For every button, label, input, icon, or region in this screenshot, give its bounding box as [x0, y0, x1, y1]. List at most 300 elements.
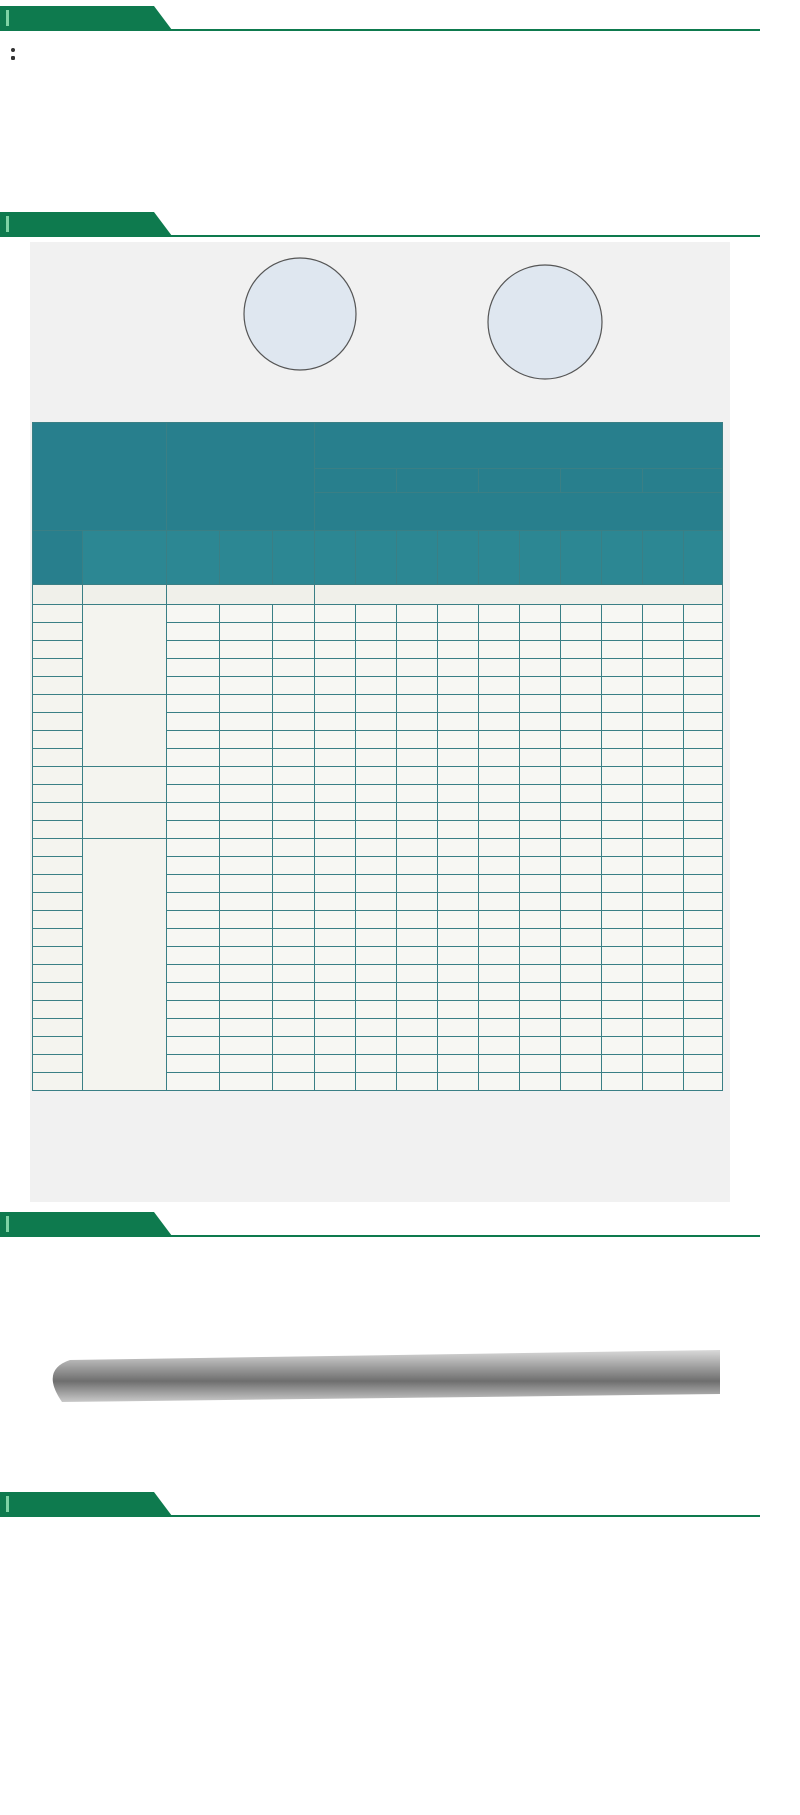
value-cell	[561, 623, 602, 641]
value-cell	[315, 1073, 356, 1091]
value-cell	[520, 857, 561, 875]
value-cell	[438, 767, 479, 785]
value-cell	[315, 965, 356, 983]
value-cell	[479, 893, 520, 911]
value-cell	[602, 713, 643, 731]
value-cell	[479, 911, 520, 929]
value-cell	[167, 857, 220, 875]
value-cell	[356, 965, 397, 983]
header-grade	[561, 469, 643, 493]
value-cell	[438, 713, 479, 731]
value-cell	[273, 623, 315, 641]
tolerance-cell	[83, 695, 167, 767]
value-cell	[438, 605, 479, 623]
value-cell	[397, 821, 438, 839]
diameter-cell	[33, 731, 83, 749]
header-subcolumn	[479, 531, 520, 585]
value-cell	[643, 713, 684, 731]
header-grade	[397, 469, 479, 493]
value-cell	[167, 641, 220, 659]
value-cell	[167, 1073, 220, 1091]
value-cell	[167, 659, 220, 677]
value-cell	[167, 695, 220, 713]
value-cell	[520, 659, 561, 677]
value-cell	[220, 857, 273, 875]
value-cell	[315, 1055, 356, 1073]
specs-divider	[0, 235, 760, 237]
value-cell	[273, 875, 315, 893]
value-cell	[520, 839, 561, 857]
value-cell	[220, 875, 273, 893]
notices-header	[0, 1492, 760, 1518]
tolerance-cell	[83, 767, 167, 803]
value-cell	[220, 821, 273, 839]
value-cell	[397, 839, 438, 857]
value-cell	[479, 947, 520, 965]
header-subcolumn	[220, 531, 273, 585]
value-cell	[520, 1055, 561, 1073]
value-cell	[273, 821, 315, 839]
value-cell	[438, 911, 479, 929]
header-grade	[315, 469, 397, 493]
value-cell	[273, 659, 315, 677]
value-cell	[167, 605, 220, 623]
value-cell	[273, 1055, 315, 1073]
value-cell	[684, 1073, 723, 1091]
value-cell	[220, 965, 273, 983]
value-cell	[220, 1073, 273, 1091]
value-cell	[684, 839, 723, 857]
value-cell	[273, 1037, 315, 1055]
value-cell	[561, 1001, 602, 1019]
header-subcolumn	[438, 531, 479, 585]
value-cell	[273, 695, 315, 713]
value-cell	[356, 659, 397, 677]
header-subcolumn	[167, 531, 220, 585]
value-cell	[643, 641, 684, 659]
diameter-cell	[33, 659, 83, 677]
value-cell	[397, 1055, 438, 1073]
value-cell	[397, 605, 438, 623]
value-cell	[397, 1037, 438, 1055]
diameter-cell	[33, 839, 83, 857]
value-cell	[315, 749, 356, 767]
value-cell	[397, 695, 438, 713]
value-cell	[315, 893, 356, 911]
value-cell	[315, 731, 356, 749]
value-cell	[315, 785, 356, 803]
value-cell	[273, 929, 315, 947]
value-cell	[315, 947, 356, 965]
value-cell	[438, 1019, 479, 1037]
value-cell	[561, 857, 602, 875]
value-cell	[643, 605, 684, 623]
value-cell	[397, 677, 438, 695]
value-cell	[479, 1019, 520, 1037]
value-cell	[479, 695, 520, 713]
value-cell	[602, 785, 643, 803]
value-cell	[520, 713, 561, 731]
value-cell	[561, 677, 602, 695]
value-cell	[561, 947, 602, 965]
value-cell	[315, 821, 356, 839]
value-cell	[438, 1055, 479, 1073]
value-cell	[602, 623, 643, 641]
rope-cross-section-fc	[150, 256, 450, 376]
value-cell	[643, 929, 684, 947]
value-cell	[273, 893, 315, 911]
value-cell	[643, 1019, 684, 1037]
value-cell	[273, 965, 315, 983]
wire-rope-photo	[0, 1332, 720, 1422]
value-cell	[438, 839, 479, 857]
value-cell	[220, 1037, 273, 1055]
value-cell	[273, 731, 315, 749]
value-cell	[561, 911, 602, 929]
unit-kg	[167, 585, 315, 605]
header-tensile-strength	[315, 423, 723, 469]
value-cell	[273, 803, 315, 821]
value-cell	[684, 1037, 723, 1055]
spec-table	[32, 422, 723, 1091]
value-cell	[643, 821, 684, 839]
value-cell	[397, 803, 438, 821]
value-cell	[684, 821, 723, 839]
value-cell	[643, 839, 684, 857]
diameter-cell	[33, 983, 83, 1001]
diameter-cell	[33, 947, 83, 965]
value-cell	[167, 965, 220, 983]
tolerance-cell	[83, 803, 167, 839]
value-cell	[479, 659, 520, 677]
value-cell	[220, 749, 273, 767]
value-cell	[479, 983, 520, 1001]
overview-title	[0, 6, 172, 30]
value-cell	[479, 803, 520, 821]
value-cell	[602, 965, 643, 983]
value-cell	[220, 677, 273, 695]
value-cell	[479, 749, 520, 767]
value-cell	[356, 947, 397, 965]
value-cell	[520, 695, 561, 713]
value-cell	[356, 785, 397, 803]
value-cell	[520, 623, 561, 641]
unit-percent	[83, 585, 167, 605]
value-cell	[684, 947, 723, 965]
value-cell	[602, 1055, 643, 1073]
value-cell	[561, 929, 602, 947]
value-cell	[220, 893, 273, 911]
value-cell	[273, 605, 315, 623]
value-cell	[520, 749, 561, 767]
value-cell	[684, 983, 723, 1001]
value-cell	[643, 749, 684, 767]
value-cell	[643, 1055, 684, 1073]
specs-title	[0, 212, 172, 236]
value-cell	[520, 893, 561, 911]
value-cell	[220, 947, 273, 965]
value-cell	[602, 857, 643, 875]
value-cell	[356, 983, 397, 1001]
value-cell	[602, 1037, 643, 1055]
value-cell	[315, 929, 356, 947]
value-cell	[356, 893, 397, 911]
value-cell	[479, 641, 520, 659]
value-cell	[315, 641, 356, 659]
header-nominal-diameter	[33, 423, 167, 531]
diameter-cell	[33, 893, 83, 911]
value-cell	[561, 1037, 602, 1055]
value-cell	[397, 875, 438, 893]
value-cell	[315, 677, 356, 695]
value-cell	[438, 677, 479, 695]
value-cell	[520, 947, 561, 965]
value-cell	[315, 875, 356, 893]
diameter-cell	[33, 785, 83, 803]
value-cell	[438, 659, 479, 677]
value-cell	[520, 677, 561, 695]
diameter-cell	[33, 911, 83, 929]
value-cell	[684, 623, 723, 641]
value-cell	[356, 1019, 397, 1037]
value-cell	[561, 1019, 602, 1037]
value-cell	[602, 731, 643, 749]
value-cell	[315, 1019, 356, 1037]
value-cell	[220, 1055, 273, 1073]
value-cell	[273, 1019, 315, 1037]
value-cell	[643, 857, 684, 875]
overview-divider	[0, 29, 760, 31]
value-cell	[643, 983, 684, 1001]
value-cell	[167, 623, 220, 641]
value-cell	[356, 857, 397, 875]
value-cell	[397, 983, 438, 1001]
value-cell	[220, 605, 273, 623]
value-cell	[356, 875, 397, 893]
value-cell	[479, 1073, 520, 1091]
value-cell	[220, 767, 273, 785]
value-cell	[356, 1037, 397, 1055]
diameter-cell	[33, 605, 83, 623]
value-cell	[643, 965, 684, 983]
value-cell	[438, 785, 479, 803]
diameter-cell	[33, 749, 83, 767]
value-cell	[520, 1019, 561, 1037]
header-subcolumn	[602, 531, 643, 585]
value-cell	[684, 1001, 723, 1019]
header-grade	[643, 469, 723, 493]
value-cell	[561, 1073, 602, 1091]
value-cell	[479, 623, 520, 641]
value-cell	[273, 911, 315, 929]
value-cell	[520, 785, 561, 803]
value-cell	[356, 1073, 397, 1091]
value-cell	[397, 731, 438, 749]
value-cell	[479, 875, 520, 893]
value-cell	[315, 839, 356, 857]
value-cell	[356, 713, 397, 731]
value-cell	[561, 1055, 602, 1073]
value-cell	[220, 911, 273, 929]
value-cell	[356, 1055, 397, 1073]
value-cell	[684, 929, 723, 947]
value-cell	[602, 695, 643, 713]
value-cell	[438, 875, 479, 893]
value-cell	[602, 749, 643, 767]
value-cell	[397, 1073, 438, 1091]
value-cell	[315, 911, 356, 929]
value-cell	[520, 731, 561, 749]
value-cell	[167, 731, 220, 749]
value-cell	[315, 803, 356, 821]
value-cell	[561, 713, 602, 731]
value-cell	[167, 713, 220, 731]
header-approx-weight	[167, 423, 315, 531]
value-cell	[438, 731, 479, 749]
details-header	[0, 1212, 760, 1238]
value-cell	[397, 641, 438, 659]
value-cell	[520, 983, 561, 1001]
value-cell	[520, 641, 561, 659]
value-cell	[438, 893, 479, 911]
value-cell	[561, 821, 602, 839]
value-cell	[273, 677, 315, 695]
value-cell	[684, 713, 723, 731]
value-cell	[479, 821, 520, 839]
value-cell	[479, 1055, 520, 1073]
value-cell	[356, 767, 397, 785]
value-cell	[273, 767, 315, 785]
notices-title	[0, 1492, 172, 1516]
value-cell	[438, 965, 479, 983]
value-cell	[684, 875, 723, 893]
value-cell	[220, 659, 273, 677]
value-cell	[356, 821, 397, 839]
value-cell	[684, 749, 723, 767]
value-cell	[561, 839, 602, 857]
value-cell	[356, 641, 397, 659]
value-cell	[167, 893, 220, 911]
value-cell	[643, 875, 684, 893]
value-cell	[220, 623, 273, 641]
header-grade	[479, 469, 561, 493]
value-cell	[479, 965, 520, 983]
value-cell	[602, 839, 643, 857]
value-cell	[167, 749, 220, 767]
table-row	[33, 839, 723, 857]
value-cell	[684, 857, 723, 875]
value-cell	[561, 695, 602, 713]
value-cell	[602, 875, 643, 893]
value-cell	[167, 1037, 220, 1055]
value-cell	[167, 1055, 220, 1073]
value-cell	[397, 1019, 438, 1037]
value-cell	[220, 1001, 273, 1019]
diameter-cell	[33, 1001, 83, 1019]
value-cell	[561, 605, 602, 623]
value-cell	[356, 731, 397, 749]
value-cell	[684, 605, 723, 623]
value-cell	[684, 1019, 723, 1037]
diameter-cell	[33, 767, 83, 785]
value-cell	[167, 767, 220, 785]
value-cell	[479, 767, 520, 785]
value-cell	[479, 857, 520, 875]
value-cell	[356, 803, 397, 821]
value-cell	[397, 965, 438, 983]
value-cell	[684, 893, 723, 911]
value-cell	[438, 1073, 479, 1091]
value-cell	[356, 677, 397, 695]
value-cell	[220, 695, 273, 713]
value-cell	[167, 677, 220, 695]
value-cell	[315, 1001, 356, 1019]
value-cell	[397, 659, 438, 677]
value-cell	[438, 929, 479, 947]
header-subcolumn	[561, 531, 602, 585]
value-cell	[602, 821, 643, 839]
value-cell	[167, 983, 220, 1001]
value-cell	[315, 695, 356, 713]
value-cell	[273, 1001, 315, 1019]
value-cell	[479, 605, 520, 623]
value-cell	[397, 785, 438, 803]
value-cell	[356, 623, 397, 641]
value-cell	[220, 929, 273, 947]
value-cell	[684, 803, 723, 821]
value-cell	[684, 785, 723, 803]
diameter-cell	[33, 875, 83, 893]
table-row	[33, 605, 723, 623]
value-cell	[602, 1001, 643, 1019]
value-cell	[315, 1037, 356, 1055]
value-cell	[602, 1073, 643, 1091]
value-cell	[438, 803, 479, 821]
value-cell	[356, 911, 397, 929]
value-cell	[220, 803, 273, 821]
value-cell	[520, 803, 561, 821]
value-cell	[561, 893, 602, 911]
diameter-cell	[33, 803, 83, 821]
details-title	[0, 1212, 172, 1236]
value-cell	[356, 605, 397, 623]
value-cell	[479, 677, 520, 695]
value-cell	[273, 713, 315, 731]
value-cell	[602, 767, 643, 785]
overview-header	[0, 6, 760, 32]
value-cell	[273, 785, 315, 803]
value-cell	[167, 1019, 220, 1037]
value-cell	[397, 713, 438, 731]
notices-divider	[0, 1515, 760, 1517]
value-cell	[167, 929, 220, 947]
value-cell	[438, 695, 479, 713]
value-cell	[602, 893, 643, 911]
value-cell	[520, 605, 561, 623]
value-cell	[397, 749, 438, 767]
header-subcolumn	[684, 531, 723, 585]
value-cell	[602, 605, 643, 623]
value-cell	[602, 911, 643, 929]
value-cell	[561, 875, 602, 893]
value-cell	[602, 947, 643, 965]
header-tolerance	[83, 531, 167, 585]
value-cell	[643, 677, 684, 695]
value-cell	[643, 785, 684, 803]
unit-kn	[315, 585, 723, 605]
header-d	[33, 531, 83, 585]
value-cell	[315, 605, 356, 623]
